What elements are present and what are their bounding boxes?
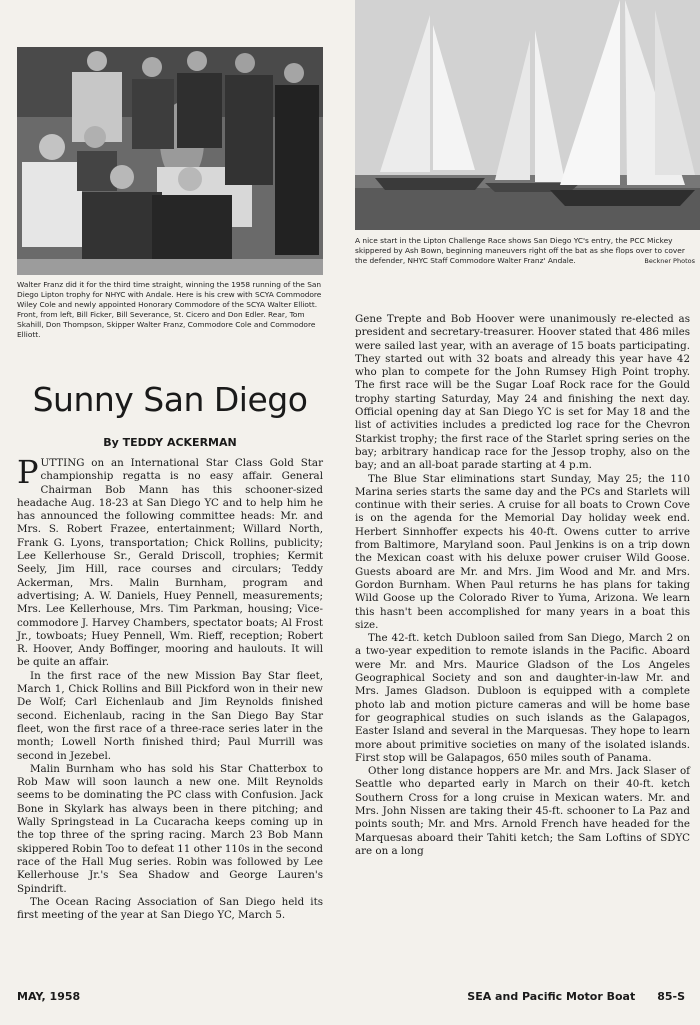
article-paragraph: Malin Burnham who has sold his Star Chatterbox to Rob Maw will soon launch a new one. Milt Reynolds seems to be dominating the PC class with Confusion. Jack Bone in Skylark has always been in there pitching; and Wally Springstead in La Cucaracha keeps coming up in the top three of the spring racing. March 23 Bob Mann skippered Robin Too to defeat 11 other 110s in the second race of the Hall Mug series. Robin was followed by Lee Kellerhouse Jr.'s Sea Shadow and George Lauren's Spindrift.: [17, 762, 323, 895]
article-paragraph: The Blue Star eliminations start Sunday, May 25; the 110 Marina series starts the same day and the PCs and Starlets will continue with their series. A cruise for all boats to Crown Cove is on the agenda for the Memorial Day holiday week end. Herbert Sinnhoffer expects his 40-ft. Owens cutter to arrive from Baltimore, Maryland soon. Paul Jenkins is on a trip down the Mexican coast with his deluxe power cruiser Wild Goose. Guests aboard are Mr. and Mrs. Jim Wood and Mr. and Mrs. Gordon Burnham. When Paul returns he has plans for taking Wild Goose up the Colorado River to Yuma, Arizona. We learn this hasn't been accomplished for many years in a boat this size.: [355, 472, 690, 631]
article-paragraph: In the first race of the new Mission Bay Star fleet, March 1, Chick Rollins and Bill Pickford won in their new De Wolf; Carl Eichenlaub and Jim Reynolds finished second. Eichenlaub, racing in the San Diego Bay Star fleet, won the first race of a three-race series later in the month; Lowell North finished third; Paul Murrill was second in Jezebel.: [17, 669, 323, 762]
running-footer: [467, 990, 685, 1003]
sailboat-caption-text: A nice start in the Lipton Challenge Race shows San Diego YC's entry, the PCC Mickey skippered by Ash Bown, beginning maneuvers right off the bat as she flops over to cover the defender, NHYC Staff Commodore Walter Franz' Andale.: [355, 236, 685, 265]
article-paragraph: The Ocean Racing Association of San Diego held its first meeting of the year at San Diego YC, March 5.: [17, 895, 323, 922]
paragraph-text: UTTING on an International Star Class Gold Star championship regatta is no easy affair. General Chairman Bob Mann has this schooner-sized headache Aug. 18-23 at San Diego YC and to help him he has announced the following committee heads: Mr. and Mrs. S. Robert Frazee, entertainment; Willard North, Frank G. Lyons, transportation; Chick Rollins, publicity; Lee Kellerhouse Sr., Gerald Driscoll, trophies; Kermit Seely, Jim Hill, race courses and circulars; Teddy Ackerman, Mrs. Malin Burnham, program and advertising; A. W. Daniels, Huey Pennell, measurements; Mrs. Lee Kellerhouse, Mrs. Tim Parkman, housing; Vice-commodore J. Harvey Chambers, spectator boats; Al Frost Jr., towboats; Huey Pennell, Wm. Rieff, reception; Robert R. Hoover, Andy Boffinger, mooring and haulouts. It will be quite an affair.: [17, 457, 323, 669]
crew-photo-caption: Walter Franz did it for the third time straight, winning the 1958 running of the San Diego Lipton trophy for NHYC with Andale. Here is his crew with SCYA Commodore Wiley Cole and newly appointed Honorary Commodore of the SCYA Walter Elliott. Front, from left, Bill Ficker, Bill Severance, St. Cicero and Don Edler. Rear, Tom Skahill, Don Thompson, Skipper Walter Franz, Commodore Cole and Commodore Elliott.: [17, 280, 322, 339]
magazine-name: SEA and Pacific Motor Boat: [467, 990, 636, 1003]
article-paragraph: [17, 453, 323, 670]
sailboat-photo-caption: [355, 236, 695, 266]
article-byline: By TEDDY ACKERMAN: [103, 436, 237, 449]
photo-credit: Beckner Photos: [644, 257, 695, 265]
page-number: 85-S: [657, 990, 685, 1003]
issue-date: MAY, 1958: [17, 990, 81, 1003]
article-paragraph: Other long distance hoppers are Mr. and Mrs. Jack Slaser of Seattle who departed early in March on their 40-ft. ketch Southern Cross for a long cruise in Mexican waters. Mr. and Mrs. John Nissen are taking their 45-ft. schooner to La Paz and points south; Mr. and Mrs. Arnold French have headed for the Marquesas aboard their Tahiti ketch; the Sam Loftins of SDYC are on a long: [355, 765, 690, 857]
article-column-left: [17, 453, 323, 922]
sailboat-photo: [355, 0, 700, 230]
article-title: Sunny San Diego: [32, 380, 308, 419]
crew-photo: [17, 47, 323, 275]
drop-cap: P: [17, 453, 39, 491]
article-paragraph: Gene Trepte and Bob Hoover were unanimously re-elected as president and secretary-treasurer. Hoover stated that 486 miles were sailed last year, with an average of 15 boats participating. They started out with 32 boats and already this year have 42 who plan to compete for the John Rumsey High Point trophy. The first race will be the Sugar Loaf Rock race for the Gould trophy starting Saturday, May 24 and finishing the next day. Official opening day at San Diego YC is set for May 18 and the list of activities includes a predicted log race for the Chevron Starkist trophy; the first race of the Starlet spring series on the bay; arbitrary handicap race for the Jessop trophy, also on the bay; and an all-boat parade starting at 4 p.m.: [355, 313, 690, 472]
article-paragraph: The 42-ft. ketch Dubloon sailed from San Diego, March 2 on a two-year expedition to remote islands in the Pacific. Aboard were Mr. and Mrs. Maurice Gladson of the Los Angeles Geographical Society and son and daughter-in-law Mr. and Mrs. James Gladson. Dubloon is equipped with a complete photo lab and motion picture cameras and will be home base for geographical studies on such islands as the Galapagos, Easter Island and several in the Marquesas. They hope to learn more about primitive societies on many of the isolated islands. First stop will be Galapagos, 650 miles south of Panama.: [355, 632, 690, 764]
article-column-right: [355, 313, 690, 858]
